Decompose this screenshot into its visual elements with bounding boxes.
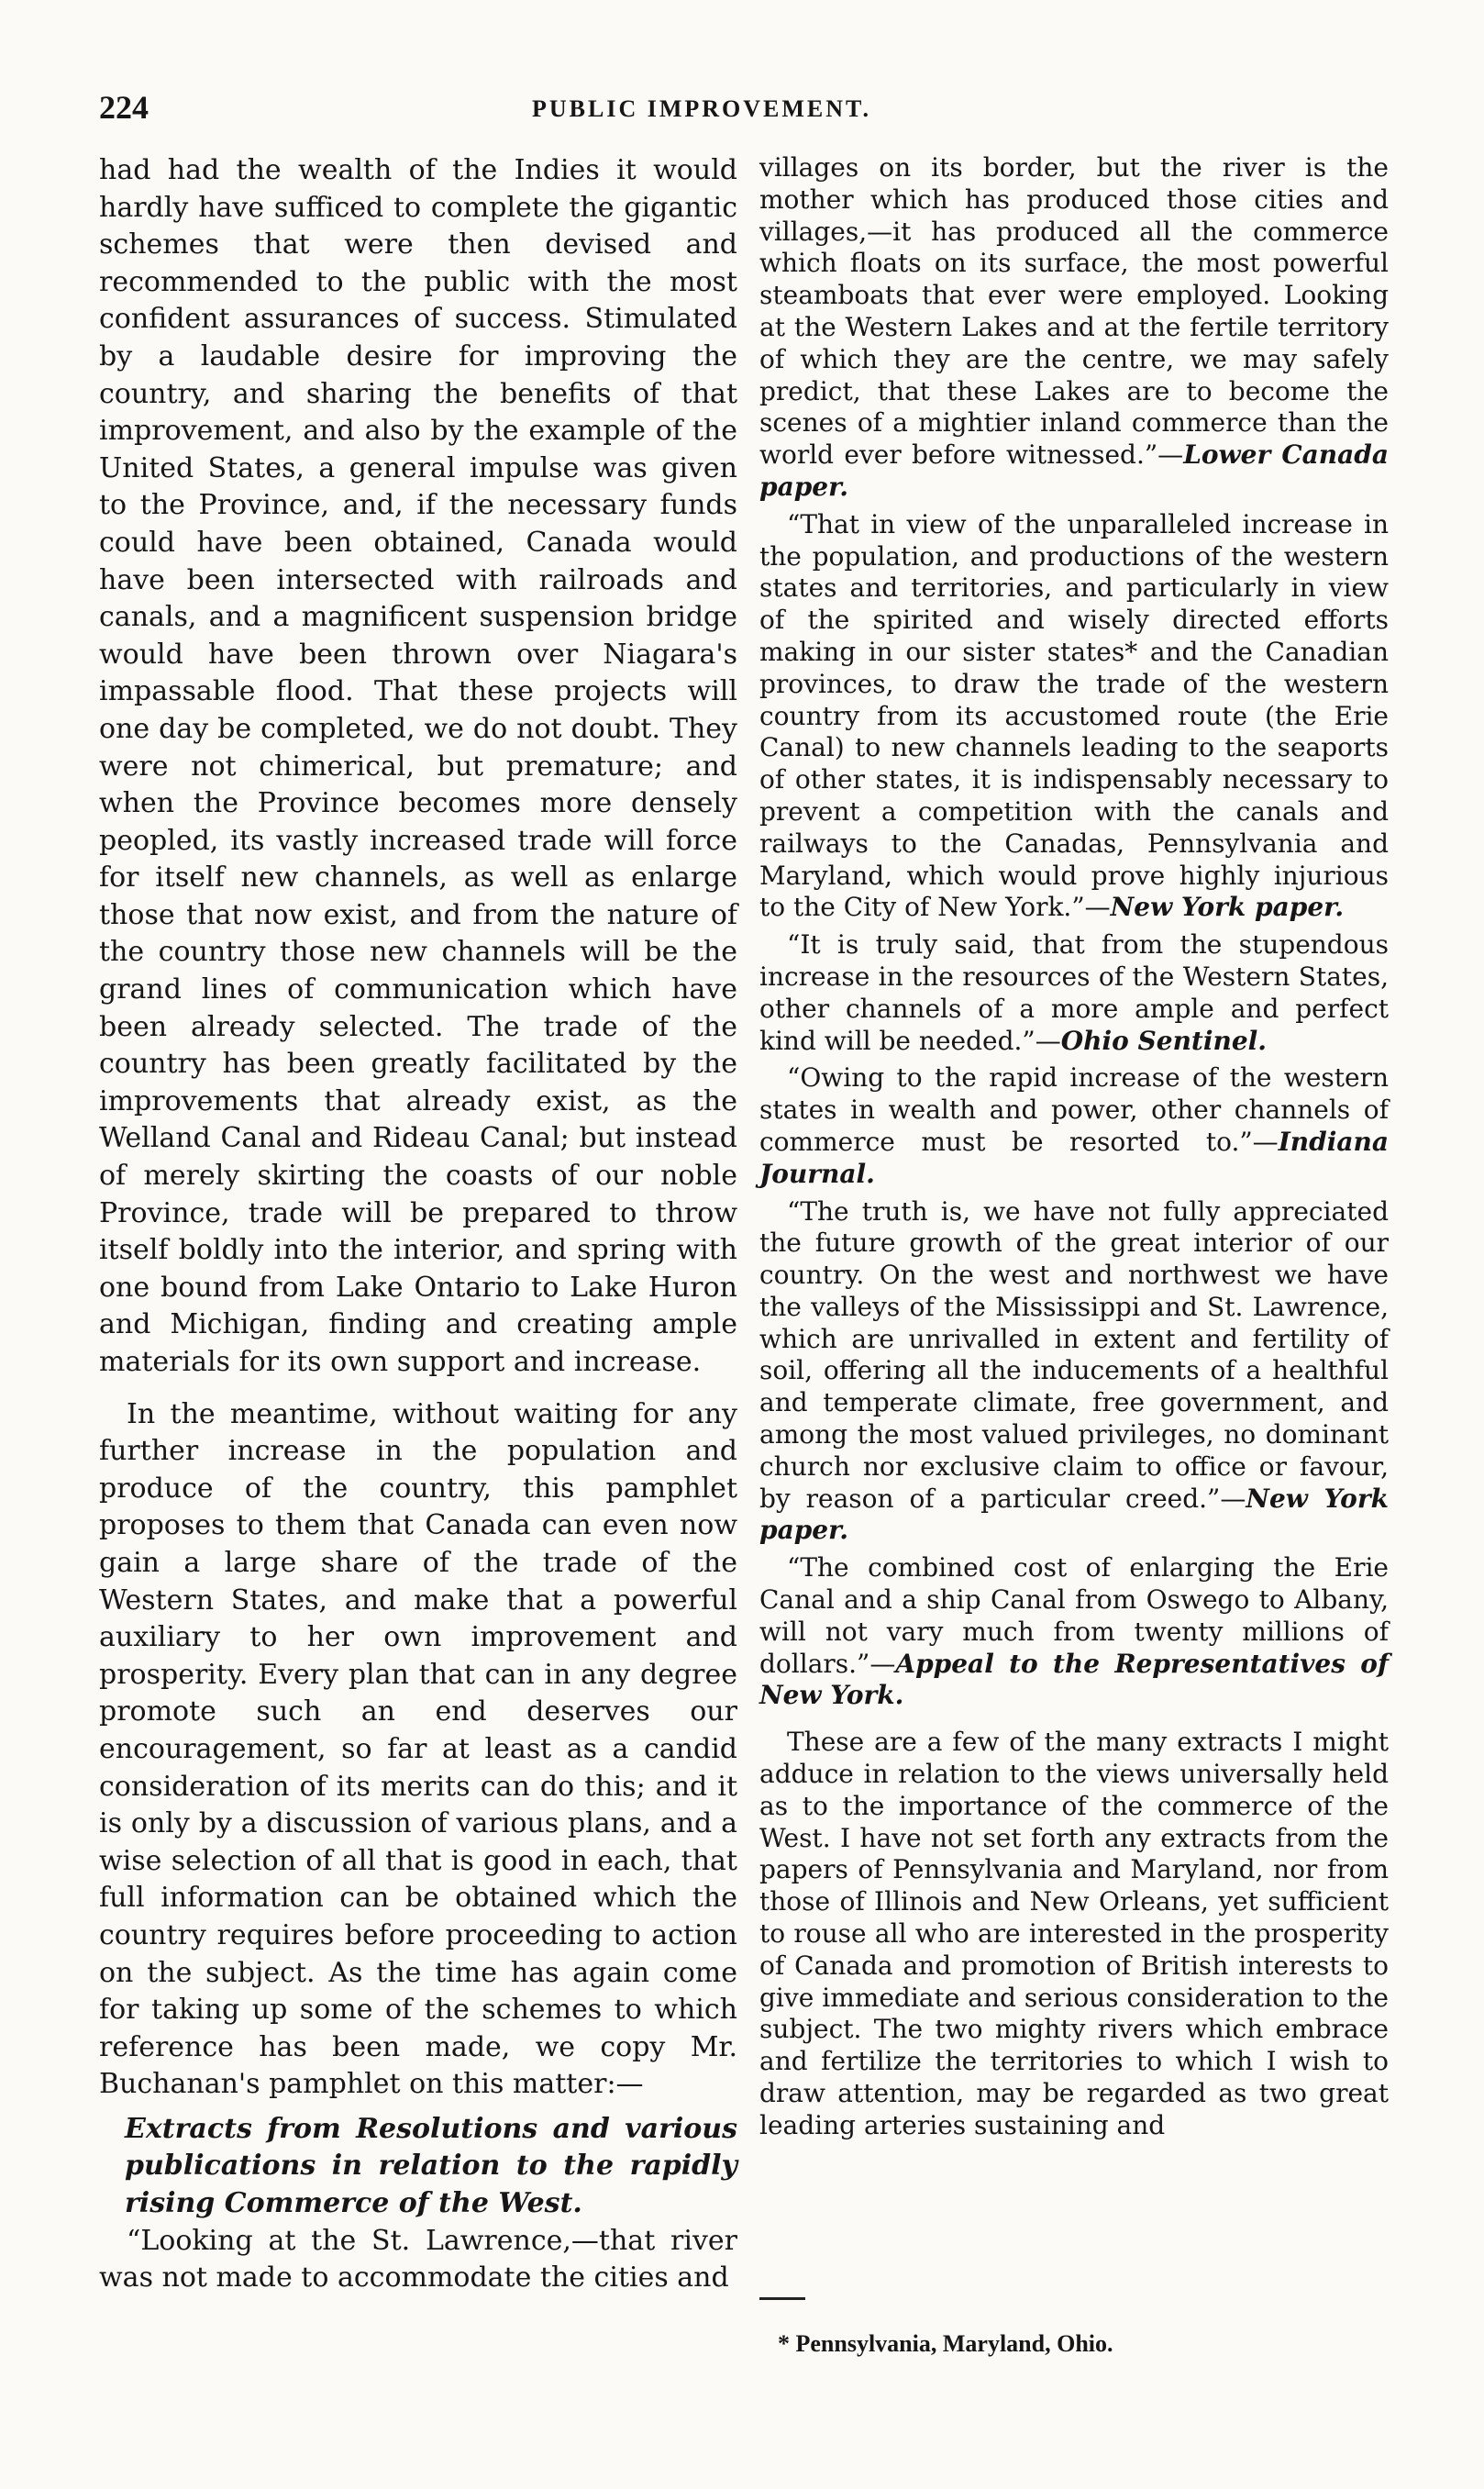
right-column [759,152,1389,2142]
footnote: * Pennsylvania, Maryland, Ohio. [778,2330,1113,2357]
quote-6 [759,1552,1389,1712]
quote-2 [759,509,1389,924]
left-paragraph-1: had had the wealth of the Indies it would hardly have sufficed to complete the gigantic schemes that were then devised and recommended to the public with the most confident assurances of success. Stimulated by a laudable desire for improving the country, and sharing the benefits of that improvement, and also by the example of the United States, a general impulse was given to the Province, and, if the necessary funds could have been obtained, Canada would have been intersected with railroads and canals, and a magnificent suspension bridge would have been thrown over Niagara's impassable flood. That these projects will one day be completed, we do not doubt. They were not chimerical, but premature; and when the Province becomes more densely peopled, its vastly increased trade will force for itself new channels, as well as enlarge those that now exist, and from the nature of the country those new channels will be the grand lines of communication which have been already selected. The trade of the country has been greatly facilitated by the improvements that already exist, as the Welland Canal and Rideau Canal; but instead of merely skirting the coasts of our noble Province, trade will be prepared to throw itself boldly into the interior, and spring with one bound from Lake Ontario to Lake Huron and Michigan, finding and creating ample materials for its own support and increase. [99,154,737,1378]
quote-5 [759,1196,1389,1548]
page-number: 224 [99,89,149,126]
quote-2-text: “That in view of the unparalleled increase in the population, and productions of the western states and territories, and particularly in view of the spirited and wisely directed efforts making in our sister states* and the Canadian provinces, to draw the trade of the western country from its accustomed route (the Erie Canal) to new channels leading to the seaports of other states, it is indispensably necessary to prevent a competition with the canals and railways to the Canadas, Pennsylvania and Maryland, which would prove highly injurious to the City of New York.”— [759,508,1389,923]
quote-1-text: villages on its border, but the river is the mother which has produced those cities and villages,—it has produced all the commerce which floats on its surface, the most powerful steamboats that ever were employed. Looking at the Western Lakes and at the fertile territory of which they are the centre, we may safely predict, that these Lakes are to become the scenes of a mightier inland commerce than the world ever before witnessed.”— [759,152,1389,471]
extracts-heading: Extracts from Resolutions and various publications in relation to the rapidly rising Commerce of the West. [125,2112,737,2220]
running-head: PUBLIC IMPROVEMENT. [532,95,871,122]
quote-5-source: New York paper. [759,1483,1389,1546]
quote-4-text: “Owing to the rapid increase of the western states in wealth and power, other channels of commerce must be resorted to.”— [759,1062,1389,1157]
footnote-rule [759,2297,805,2300]
left-paragraph-3: “Looking at the St. Lawrence,—that river was not made to accommodate the cities and [99,2224,737,2295]
quote-2-source: New York paper. [1110,892,1345,923]
quote-3 [759,929,1389,1057]
quote-3-text: “It is truly said, that from the stupendous increase in the resources of the Western States, other channels of a more ample and perfect kind will be needed.”— [759,929,1389,1056]
right-paragraph-final: These are a few of the many extracts I might adduce in relation to the views universally held as to the importance of the commerce of the West. I have not set forth any extracts from the papers of Pennsylvania and Maryland, nor from those of Illinois and New Orleans, yet sufficient to rouse all who are interested in the prosperity of Canada and promotion of British interests to give immediate and serious consideration to the subject. The two mighty rivers which embrace and fertilize the territories to which I wish to draw attention, may be regarded as two great leading arteries sustaining and [759,1727,1389,2140]
quote-1-source: Lower Canada paper. [759,439,1389,502]
quote-5-text: “The truth is, we have not fully appreciated the future growth of the great interior of our country. On the west and northwest we have the valleys of the Mississippi and St. Lawrence, which are unrivalled in extent and fertility of soil, offering all the inducements of a healthful and temperate climate, free government, and among the most valued privileges, no dominant church nor exclusive claim to office or favour, by reason of a particular creed.”— [759,1195,1389,1514]
quote-6-source: Appeal to the Representatives of New York. [759,1648,1389,1711]
quote-4 [759,1062,1389,1190]
quote-6-text: “The combined cost of enlarging the Erie Canal and a ship Canal from Oswego to Albany, will not vary much from twenty millions of dollars.”— [759,1552,1389,1679]
quote-4-source: Indiana Journal. [759,1126,1389,1189]
quote-3-source: Ohio Sentinel. [1060,1025,1268,1056]
left-paragraph-2: In the meantime, without waiting for any further increase in the population and produce of the country, this pamphlet proposes to them that Canada can even now gain a large share of the trade of the Western States, and make that a powerful auxiliary to her own improvement and prosperity. Every plan that can in any degree promote such an end deserves our encouragement, so far at least as a candid consideration of its merits can do this; and it is only by a discussion of various plans, and a wise selection of all that is good in each, that full information can be obtained which the country requires before proceeding to action on the subject. As the time has again come for taking up some of the schemes to which reference has been made, we copy Mr. Buchanan's pamphlet on this matter:— [99,1397,737,2101]
left-column [99,152,737,2297]
quote-1 [759,152,1389,504]
